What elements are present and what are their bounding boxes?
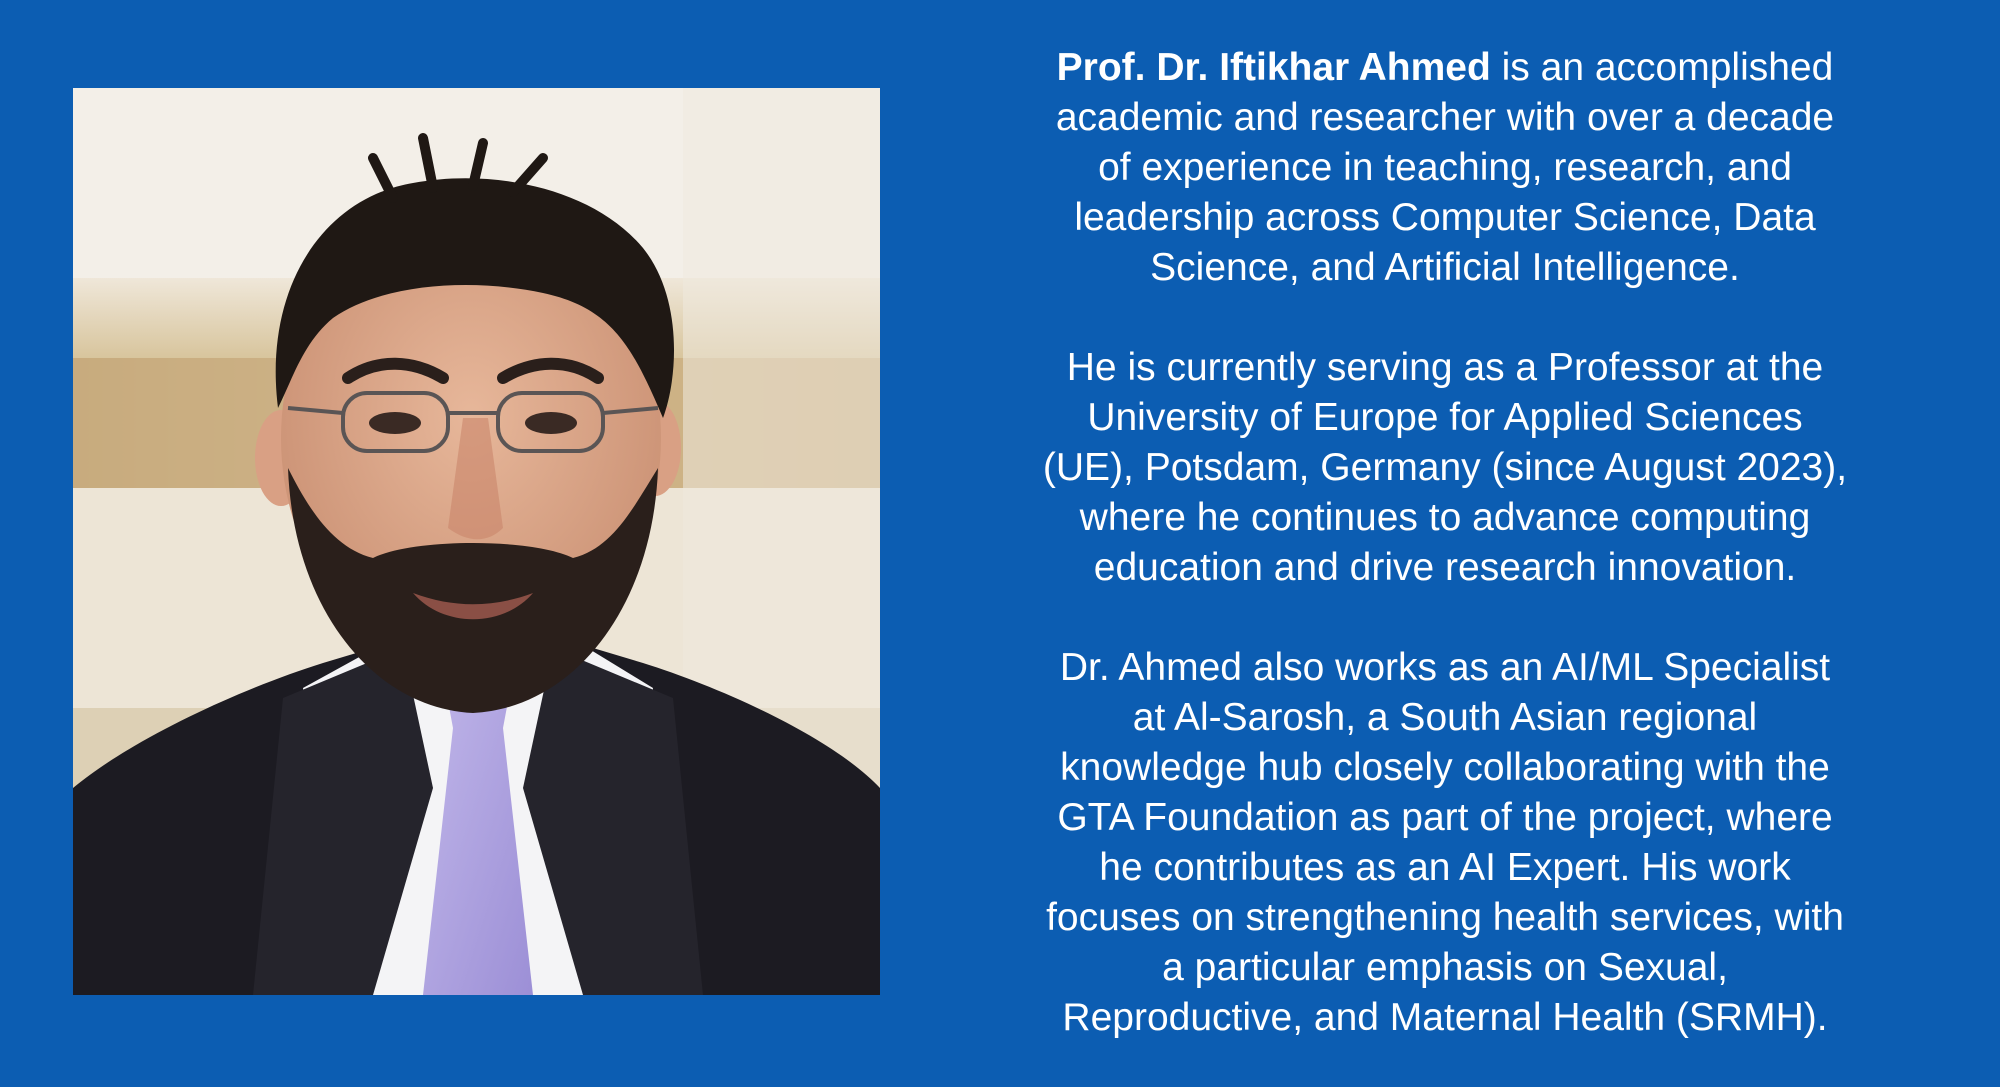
bio-line: of experience in teaching, research, and	[1098, 146, 1792, 189]
bio-line: education and drive research innovation.	[1093, 546, 1797, 589]
bio-line: knowledge hub closely collaborating with the	[1060, 746, 1830, 789]
bio-line: (UE), Potsdam, Germany (since August 2023),	[1042, 446, 1848, 489]
bio-line: leadership across Computer Science, Data	[1074, 196, 1816, 239]
bio-line: University of Europe for Applied Sciences	[1087, 396, 1803, 439]
bio-line: Science, and Artificial Intelligence.	[1150, 246, 1740, 289]
bio-line: He is currently serving as a Professor at the	[1066, 346, 1824, 389]
bio-text-fragment: is an accomplished	[1490, 46, 1834, 89]
bio-line: academic and researcher with over a decade	[1055, 96, 1835, 139]
portrait-photo	[73, 88, 880, 995]
bio-line: Dr. Ahmed also works as an AI/ML Specialist	[1059, 646, 1831, 689]
bio-line: focuses on strengthening health services, with	[1046, 896, 1844, 939]
bio-line: Reproductive, and Maternal Health (SRMH).	[1062, 996, 1828, 1039]
bio-text	[940, 43, 1950, 1043]
bio-line: he contributes as an AI Expert. His work	[1099, 846, 1791, 889]
bio-line: where he continues to advance computing	[1079, 496, 1811, 539]
person-name: Prof. Dr. Iftikhar Ahmed	[1056, 46, 1491, 89]
bio-paragraph-specialist	[940, 643, 1950, 1043]
bio-line	[940, 43, 1950, 93]
bio-paragraph-position	[940, 343, 1950, 593]
bio-line: a particular emphasis on Sexual,	[1162, 946, 1728, 989]
portrait-illustration	[73, 88, 880, 995]
bio-line: GTA Foundation as part of the project, where	[1057, 796, 1833, 839]
bio-paragraph-intro	[940, 43, 1950, 293]
bio-line: at Al-Sarosh, a South Asian regional	[1132, 696, 1758, 739]
